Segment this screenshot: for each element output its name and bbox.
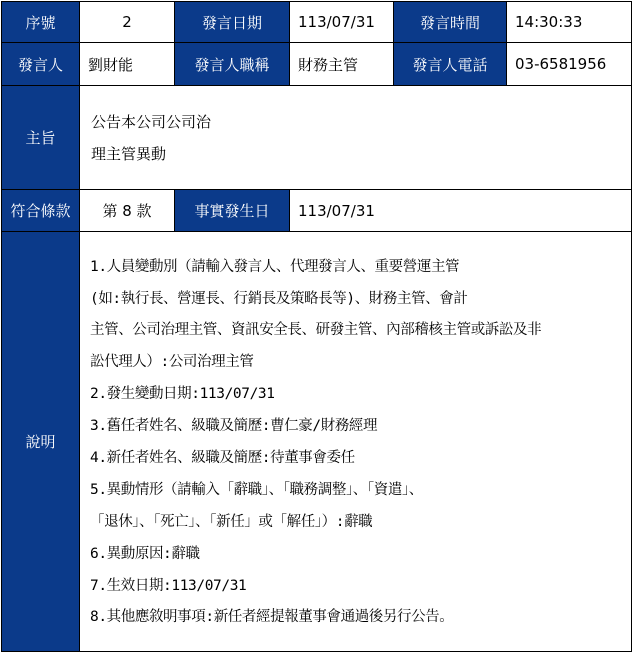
- description-line: (如:執行長、營運長、行銷長及策略長等)、財務主管、會計: [90, 290, 468, 307]
- subject-line: 公告本公司公司治: [91, 112, 212, 131]
- subject-value: [80, 86, 632, 190]
- subject-label: 主旨: [2, 86, 80, 190]
- description-row: [2, 232, 632, 652]
- description-line: 6.異動原因:辭職: [90, 545, 200, 562]
- seq-value: 2: [80, 2, 175, 43]
- date-label: 發言日期: [175, 2, 290, 43]
- description-line: 4.新任者姓名、級職及簡歷:待董事會委任: [90, 450, 355, 466]
- phone-value: 03-6581956: [507, 43, 632, 86]
- phone-label: 發言人電話: [394, 43, 507, 86]
- table-row-1: [2, 2, 632, 43]
- occurrence-date-value: 113/07/31: [290, 190, 632, 232]
- description-line: 8.其他應敘明事項:新任者經提報董事會通過後另行公告。: [90, 609, 454, 626]
- description-line: 1.人員變動別（請輸入發言人、代理發言人、重要營運主管: [90, 258, 460, 275]
- occurrence-date-label: 事實發生日: [175, 190, 290, 232]
- speaker-title-label: 發言人職稱: [175, 43, 290, 86]
- description-label: 說明: [2, 232, 80, 652]
- description-line: 訟代理人）:公司治理主管: [90, 354, 254, 371]
- announcement-table: [1, 1, 632, 652]
- subject-row: [2, 86, 632, 190]
- clause-label: 符合條款: [2, 190, 80, 232]
- description-line: 主管、公司治理主管、資訊安全長、研發主管、內部稽核主管或訴訟及非: [90, 322, 542, 339]
- clause-row: [2, 190, 632, 232]
- speaker-value: 劉財能: [80, 43, 175, 86]
- seq-label: 序號: [2, 2, 80, 43]
- date-value: 113/07/31: [290, 2, 394, 43]
- description-line: 7.生效日期:113/07/31: [90, 577, 247, 594]
- speaker-title-value: 財務主管: [290, 43, 394, 86]
- speaker-label: 發言人: [2, 43, 80, 86]
- description-line: 3.舊任者姓名、級職及簡歷:曹仁豪/財務經理: [90, 418, 378, 435]
- clause-value: 第 8 款: [80, 190, 175, 232]
- description-line: 「退休」、「死亡」、「新任」或「解任」）:辭職: [90, 513, 373, 530]
- description-line: 5.異動情形（請輸入「辭職」、「職務調整」、「資遣」、: [90, 481, 423, 498]
- subject-line: 理主管異動: [91, 144, 167, 163]
- description-line: 2.發生變動日期:113/07/31: [90, 386, 275, 403]
- time-label: 發言時間: [394, 2, 507, 43]
- description-value: [80, 232, 632, 652]
- time-value: 14:30:33: [507, 2, 632, 43]
- table-row-2: [2, 43, 632, 86]
